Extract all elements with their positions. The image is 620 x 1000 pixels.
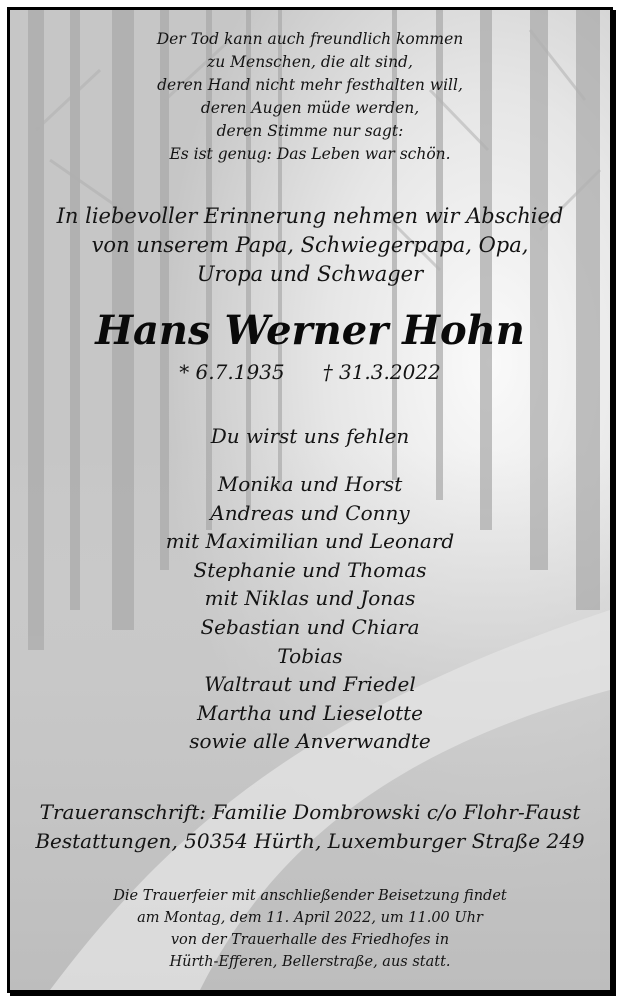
poem-line: Es ist genug: Das Leben war schön. xyxy=(169,145,451,163)
service-line: Hürth-Efferen, Bellerstraße, aus statt. xyxy=(169,954,451,970)
poem-line: deren Hand nicht mehr festhalten will, xyxy=(157,76,463,94)
service-line: am Montag, dem 11. April 2022, um 11.00 Uhr xyxy=(137,910,483,926)
poem-line: Der Tod kann auch freundlich kommen xyxy=(156,30,464,48)
mourner-entry: mit Maximilian und Leonard xyxy=(165,529,455,554)
obituary-notice xyxy=(7,7,613,993)
poem-verse xyxy=(10,28,610,166)
mourning-address xyxy=(10,798,610,856)
farewell-message: Du wirst uns fehlen xyxy=(210,424,410,448)
poem-line: zu Menschen, die alt sind, xyxy=(207,53,413,71)
intro-line: von unserem Papa, Schwiegerpapa, Opa, xyxy=(91,233,529,257)
life-dates xyxy=(10,358,610,386)
funeral-service-info xyxy=(10,885,610,973)
address-line: Traueranschrift: Familie Dombrowski c/o Flohr-Faust xyxy=(39,800,581,824)
mourner-entry: Martha und Lieselotte xyxy=(196,700,424,725)
mourner-entry: sowie alle Anverwandte xyxy=(189,729,431,754)
mourner-entry: Monika und Horst xyxy=(217,472,403,496)
deceased-name: Hans Werner Hohn xyxy=(95,307,525,354)
mourner-entry: Sebastian und Chiara xyxy=(200,614,420,639)
intro-line: Uropa und Schwager xyxy=(196,262,424,286)
birth-date: * 6.7.1935 xyxy=(179,360,285,384)
poem-line: deren Stimme nur sagt: xyxy=(216,122,404,140)
mourner-entry: Tobias xyxy=(277,643,343,668)
poem-line: deren Augen müde werden, xyxy=(200,99,420,117)
address-line: Bestattungen, 50354 Hürth, Luxemburger Straße 249 xyxy=(35,829,585,853)
death-date: † 31.3.2022 xyxy=(322,360,441,384)
farewell-intro xyxy=(10,202,610,289)
mourner-entry: Stephanie und Thomas xyxy=(193,557,427,582)
mourner-entry: mit Niklas und Jonas xyxy=(204,586,416,611)
service-line: von der Trauerhalle des Friedhofes in xyxy=(170,932,450,948)
mourner-entry: Waltraut und Friedel xyxy=(204,672,416,697)
intro-line: In liebevoller Erinnerung nehmen wir Abschied xyxy=(56,204,564,228)
service-line: Die Trauerfeier mit anschließender Beisetzung findet xyxy=(113,888,507,904)
mourners-list xyxy=(10,470,610,756)
mourner-entry: Andreas und Conny xyxy=(210,500,410,525)
